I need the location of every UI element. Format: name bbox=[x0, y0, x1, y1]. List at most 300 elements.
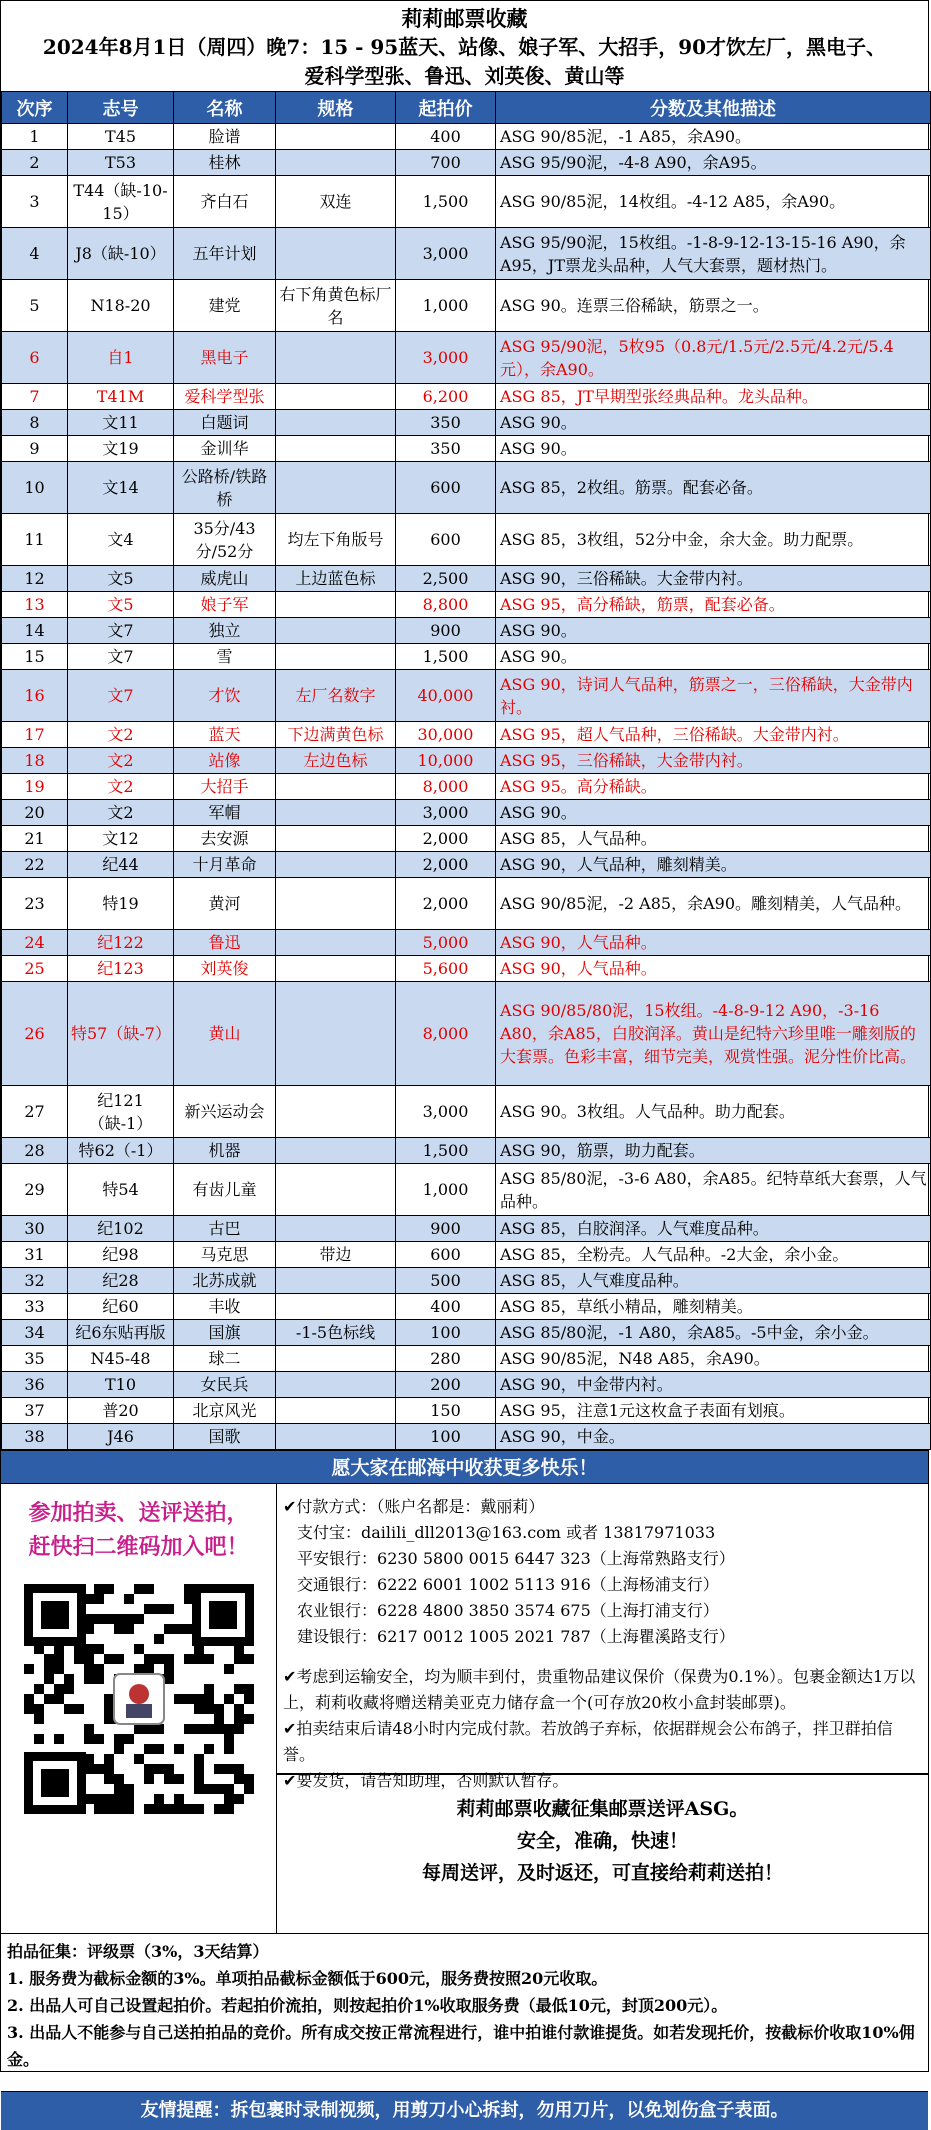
table-row bbox=[2, 1294, 931, 1320]
row-price: 3,000 bbox=[396, 800, 496, 826]
table-row bbox=[2, 1346, 931, 1372]
row-no: 6 bbox=[2, 332, 68, 384]
row-name: 白题词 bbox=[174, 410, 276, 436]
row-spec bbox=[276, 878, 396, 930]
row-name: 鲁迅 bbox=[174, 930, 276, 956]
row-name: 机器 bbox=[174, 1138, 276, 1164]
table-header-row bbox=[2, 92, 931, 124]
row-name: 十月革命 bbox=[174, 852, 276, 878]
row-desc: ASG 85，JT早期型张经典品种。龙头品种。 bbox=[496, 384, 931, 410]
row-name: 北苏成就 bbox=[174, 1268, 276, 1294]
title-block bbox=[1, 1, 928, 91]
table-row bbox=[2, 1216, 931, 1242]
table-row bbox=[2, 1138, 931, 1164]
row-price: 400 bbox=[396, 124, 496, 150]
row-name: 球二 bbox=[174, 1346, 276, 1372]
table-row bbox=[2, 436, 931, 462]
row-desc: ASG 95。高分稀缺。 bbox=[496, 774, 931, 800]
row-desc: ASG 90，三俗稀缺。大金带内衬。 bbox=[496, 566, 931, 592]
row-code: 文2 bbox=[68, 774, 174, 800]
row-price: 1,500 bbox=[396, 176, 496, 228]
row-no: 13 bbox=[2, 592, 68, 618]
row-name: 脸谱 bbox=[174, 124, 276, 150]
table-row bbox=[2, 1086, 931, 1138]
alipay-account: dailili_dll2013@163.com bbox=[361, 1523, 561, 1542]
row-spec bbox=[276, 592, 396, 618]
row-desc: ASG 95，超人气品种，三俗稀缺。大金带内衬。 bbox=[496, 722, 931, 748]
row-no: 22 bbox=[2, 852, 68, 878]
row-code: 普20 bbox=[68, 1398, 174, 1424]
bank-acct: 6228 4800 3850 3574 675 bbox=[377, 1601, 591, 1620]
row-spec bbox=[276, 1372, 396, 1398]
row-no: 29 bbox=[2, 1164, 68, 1216]
row-spec: 带边 bbox=[276, 1242, 396, 1268]
row-name: 古巴 bbox=[174, 1216, 276, 1242]
row-name: 独立 bbox=[174, 618, 276, 644]
table-row bbox=[2, 774, 931, 800]
row-no: 1 bbox=[2, 124, 68, 150]
row-no: 34 bbox=[2, 1320, 68, 1346]
row-spec bbox=[276, 774, 396, 800]
row-spec bbox=[276, 436, 396, 462]
row-spec bbox=[276, 1346, 396, 1372]
table-row bbox=[2, 1424, 931, 1450]
row-name: 新兴运动会 bbox=[174, 1086, 276, 1138]
row-desc: ASG 95，高分稀缺，筋票，配套必备。 bbox=[496, 592, 931, 618]
row-code: 特57（缺-7） bbox=[68, 982, 174, 1086]
col-header-no: 次序 bbox=[2, 92, 68, 124]
row-no: 7 bbox=[2, 384, 68, 410]
row-price: 1,500 bbox=[396, 644, 496, 670]
row-code: N18-20 bbox=[68, 280, 174, 332]
banner-top: 愿大家在邮海中收获更多快乐！ bbox=[1, 1450, 928, 1484]
row-code: 文7 bbox=[68, 618, 174, 644]
row-no: 26 bbox=[2, 982, 68, 1086]
row-desc: ASG 85/80泥，-3-6 A80，余A85。纪特草纸大套票，人气品种。 bbox=[496, 1164, 931, 1216]
row-code: 文2 bbox=[68, 800, 174, 826]
table-row bbox=[2, 566, 931, 592]
rule-item: 2. 出品人可自己设置起拍价。若起拍价流拍，则按起拍价1%收取服务费（最低10元，封顶200元）。 bbox=[7, 1996, 728, 2015]
row-price: 1,000 bbox=[396, 280, 496, 332]
row-code: 文5 bbox=[68, 592, 174, 618]
alipay-alt: 或者 13817971033 bbox=[566, 1523, 716, 1542]
rules-panel bbox=[1, 1934, 928, 2092]
table-row bbox=[2, 644, 931, 670]
row-price: 350 bbox=[396, 410, 496, 436]
row-spec bbox=[276, 1086, 396, 1138]
row-name: 有齿儿童 bbox=[174, 1164, 276, 1216]
row-code: 纪6东贴再版 bbox=[68, 1320, 174, 1346]
row-desc: ASG 85，3枚组，52分中金，余大金。助力配票。 bbox=[496, 514, 931, 566]
table-row bbox=[2, 982, 931, 1086]
row-spec bbox=[276, 1398, 396, 1424]
col-header-price: 起拍价 bbox=[396, 92, 496, 124]
row-spec bbox=[276, 826, 396, 852]
row-name: 站像 bbox=[174, 748, 276, 774]
row-no: 33 bbox=[2, 1294, 68, 1320]
row-price: 500 bbox=[396, 1268, 496, 1294]
table-row bbox=[2, 514, 931, 566]
row-desc: ASG 95/90泥，-4-8 A90，余A95。 bbox=[496, 150, 931, 176]
subtitle-line1: 2024年8月1日（周四）晚7：15 - 95蓝天、站像、娘子军、大招手，90才饮左厂，黑电子、 bbox=[42, 35, 887, 59]
row-name: 齐白石 bbox=[174, 176, 276, 228]
row-code: 纪102 bbox=[68, 1216, 174, 1242]
row-spec bbox=[276, 150, 396, 176]
row-desc: ASG 85/80泥，-1 A80，余A85。-5中金，余小金。 bbox=[496, 1320, 931, 1346]
table-row bbox=[2, 592, 931, 618]
row-desc: ASG 85，白胶润泽。人气难度品种。 bbox=[496, 1216, 931, 1242]
row-code: 文4 bbox=[68, 514, 174, 566]
row-no: 38 bbox=[2, 1424, 68, 1450]
row-name: 去安源 bbox=[174, 826, 276, 852]
row-price: 600 bbox=[396, 462, 496, 514]
row-no: 27 bbox=[2, 1086, 68, 1138]
info-section bbox=[1, 1484, 928, 1934]
bank-name: 建设银行： bbox=[297, 1627, 378, 1646]
row-no: 12 bbox=[2, 566, 68, 592]
row-name: 军帽 bbox=[174, 800, 276, 826]
row-name: 威虎山 bbox=[174, 566, 276, 592]
row-name: 北京风光 bbox=[174, 1398, 276, 1424]
note-text: 拍卖结束后请48小时内完成付款。若放鸽子弃标，依据群规会公布鸽子，拌卫群拍信誉。 bbox=[283, 1719, 893, 1764]
check-icon: ✔ bbox=[283, 1497, 297, 1516]
col-header-spec: 规格 bbox=[276, 92, 396, 124]
row-spec bbox=[276, 1216, 396, 1242]
row-spec bbox=[276, 1164, 396, 1216]
row-code: T41M bbox=[68, 384, 174, 410]
row-code: 纪44 bbox=[68, 852, 174, 878]
row-spec: 均左下角版号 bbox=[276, 514, 396, 566]
row-price: 3,000 bbox=[396, 332, 496, 384]
row-desc: ASG 90，人气品种，雕刻精美。 bbox=[496, 852, 931, 878]
row-price: 8,000 bbox=[396, 982, 496, 1086]
row-price: 5,600 bbox=[396, 956, 496, 982]
table-row bbox=[2, 878, 931, 930]
row-desc: ASG 90/85泥，N48 A85，余A90。 bbox=[496, 1346, 931, 1372]
bank-name: 交通银行： bbox=[297, 1575, 378, 1594]
row-no: 25 bbox=[2, 956, 68, 982]
stamp-table bbox=[1, 91, 931, 1450]
row-no: 24 bbox=[2, 930, 68, 956]
row-spec bbox=[276, 332, 396, 384]
row-name: 娘子军 bbox=[174, 592, 276, 618]
bank-line bbox=[283, 1624, 922, 1650]
row-desc: ASG 85，2枚组。筋票。配套必备。 bbox=[496, 462, 931, 514]
table-row bbox=[2, 1372, 931, 1398]
row-price: 2,000 bbox=[396, 852, 496, 878]
rule-item: 1. 服务费为截标金额的3%。单项拍品截标金额低于600元，服务费按照20元收取。 bbox=[7, 1969, 608, 1988]
col-header-code: 志号 bbox=[68, 92, 174, 124]
row-no: 37 bbox=[2, 1398, 68, 1424]
row-price: 2,500 bbox=[396, 566, 496, 592]
note-item bbox=[283, 1716, 922, 1768]
row-no: 11 bbox=[2, 514, 68, 566]
table-row bbox=[2, 1398, 931, 1424]
row-desc: ASG 90，人气品种。 bbox=[496, 930, 931, 956]
rule-item: 3. 出品人不能参与自己送拍拍品的竞价。所有成交按正常流程进行，谁中拍谁付款谁提货。如若发现托价，按截标价收取10%佣金。 bbox=[7, 2023, 915, 2069]
asg-line3: 每周送评，及时返还，可直接给莉莉送拍！ bbox=[421, 1862, 783, 1884]
row-price: 6,200 bbox=[396, 384, 496, 410]
row-price: 40,000 bbox=[396, 670, 496, 722]
row-desc: ASG 95/90泥，15枚组。-1-8-9-12-13-15-16 A90，余A95，JT票龙头品种，人气大套票，题材热门。 bbox=[496, 228, 931, 280]
row-name: 马克思 bbox=[174, 1242, 276, 1268]
row-spec bbox=[276, 800, 396, 826]
row-name: 黄山 bbox=[174, 982, 276, 1086]
alipay-label: 支付宝： bbox=[297, 1523, 362, 1542]
table-row bbox=[2, 150, 931, 176]
table-row bbox=[2, 1164, 931, 1216]
row-code: 纪28 bbox=[68, 1268, 174, 1294]
row-name: 五年计划 bbox=[174, 228, 276, 280]
row-price: 280 bbox=[396, 1346, 496, 1372]
row-no: 36 bbox=[2, 1372, 68, 1398]
row-no: 19 bbox=[2, 774, 68, 800]
row-price: 350 bbox=[396, 436, 496, 462]
row-spec: 左厂名数字 bbox=[276, 670, 396, 722]
table-row bbox=[2, 228, 931, 280]
row-code: 特54 bbox=[68, 1164, 174, 1216]
row-no: 31 bbox=[2, 1242, 68, 1268]
check-icon: ✔ bbox=[283, 1771, 297, 1790]
row-desc: ASG 85，草纸小精品，雕刻精美。 bbox=[496, 1294, 931, 1320]
row-price: 10,000 bbox=[396, 748, 496, 774]
row-name: 国旗 bbox=[174, 1320, 276, 1346]
row-no: 18 bbox=[2, 748, 68, 774]
row-no: 20 bbox=[2, 800, 68, 826]
bank-branch: （上海打浦支行） bbox=[590, 1601, 719, 1620]
table-row bbox=[2, 956, 931, 982]
table-row bbox=[2, 280, 931, 332]
row-spec bbox=[276, 982, 396, 1086]
row-desc: ASG 90。3枚组。人气品种。助力配套。 bbox=[496, 1086, 931, 1138]
info-right bbox=[277, 1484, 928, 1790]
table-row bbox=[2, 670, 931, 722]
row-no: 3 bbox=[2, 176, 68, 228]
row-desc: ASG 95，注意1元这枚盒子表面有划痕。 bbox=[496, 1398, 931, 1424]
row-name: 雪 bbox=[174, 644, 276, 670]
row-desc: ASG 90。 bbox=[496, 618, 931, 644]
table-row bbox=[2, 176, 931, 228]
row-code: J8（缺-10） bbox=[68, 228, 174, 280]
bank-name: 平安银行： bbox=[297, 1549, 378, 1568]
row-code: T53 bbox=[68, 150, 174, 176]
row-name: 丰收 bbox=[174, 1294, 276, 1320]
row-desc: ASG 90，中金。 bbox=[496, 1424, 931, 1450]
row-price: 400 bbox=[396, 1294, 496, 1320]
row-price: 900 bbox=[396, 618, 496, 644]
row-no: 16 bbox=[2, 670, 68, 722]
row-code: 文2 bbox=[68, 748, 174, 774]
row-price: 150 bbox=[396, 1398, 496, 1424]
table-row bbox=[2, 852, 931, 878]
table-row bbox=[2, 124, 931, 150]
table-row bbox=[2, 410, 931, 436]
row-spec bbox=[276, 1138, 396, 1164]
bank-branch: （上海杨浦支行） bbox=[590, 1575, 719, 1594]
row-no: 21 bbox=[2, 826, 68, 852]
check-icon: ✔ bbox=[283, 1719, 297, 1738]
row-price: 700 bbox=[396, 150, 496, 176]
row-code: 文14 bbox=[68, 462, 174, 514]
promo-line2: 赶快扫二维码加入吧！ bbox=[28, 1534, 249, 1560]
row-name: 国歌 bbox=[174, 1424, 276, 1450]
row-spec bbox=[276, 384, 396, 410]
promo-line1: 参加拍卖、送评送拍， bbox=[28, 1500, 249, 1526]
row-price: 100 bbox=[396, 1424, 496, 1450]
payment-heading: 付款方式：（账户名都是：戴丽莉） bbox=[296, 1497, 545, 1516]
row-code: 文19 bbox=[68, 436, 174, 462]
row-code: 文12 bbox=[68, 826, 174, 852]
row-desc: ASG 90，中金带内衬。 bbox=[496, 1372, 931, 1398]
row-spec bbox=[276, 124, 396, 150]
banner-bottom: 友情提醒：拆包裹时录制视频，用剪刀小心拆封，勿用刀片，以免划伤盒子表面。 bbox=[1, 2092, 928, 2130]
row-name: 公路桥/铁路桥 bbox=[174, 462, 276, 514]
table-body bbox=[2, 124, 931, 1450]
row-desc: ASG 95，三俗稀缺，大金带内衬。 bbox=[496, 748, 931, 774]
row-code: 纪123 bbox=[68, 956, 174, 982]
row-spec: -1-5色标线 bbox=[276, 1320, 396, 1346]
row-name: 爱科学型张 bbox=[174, 384, 276, 410]
row-spec: 双连 bbox=[276, 176, 396, 228]
row-code: 文5 bbox=[68, 566, 174, 592]
bank-acct: 6230 5800 0015 6447 323 bbox=[377, 1549, 591, 1568]
row-code: 文2 bbox=[68, 722, 174, 748]
table-row bbox=[2, 384, 931, 410]
table-row bbox=[2, 722, 931, 748]
row-price: 3,000 bbox=[396, 228, 496, 280]
row-desc: ASG 85，人气难度品种。 bbox=[496, 1268, 931, 1294]
row-spec bbox=[276, 956, 396, 982]
row-spec bbox=[276, 1268, 396, 1294]
row-name: 桂林 bbox=[174, 150, 276, 176]
row-no: 10 bbox=[2, 462, 68, 514]
row-no: 23 bbox=[2, 878, 68, 930]
row-code: 纪121（缺-1） bbox=[68, 1086, 174, 1138]
table-row bbox=[2, 1242, 931, 1268]
rules-heading: 拍品征集：评级票（3%，3天结算） bbox=[7, 1942, 269, 1961]
row-name: 大招手 bbox=[174, 774, 276, 800]
row-no: 14 bbox=[2, 618, 68, 644]
table-row bbox=[2, 800, 931, 826]
table-row bbox=[2, 748, 931, 774]
row-code: 纪98 bbox=[68, 1242, 174, 1268]
row-desc: ASG 90。连票三俗稀缺，筋票之一。 bbox=[496, 280, 931, 332]
row-name: 刘英俊 bbox=[174, 956, 276, 982]
bank-line bbox=[283, 1572, 922, 1598]
table-row bbox=[2, 930, 931, 956]
row-desc: ASG 90。 bbox=[496, 644, 931, 670]
alipay-line bbox=[283, 1520, 922, 1546]
bank-name: 农业银行： bbox=[297, 1601, 378, 1620]
row-no: 35 bbox=[2, 1346, 68, 1372]
col-header-desc: 分数及其他描述 bbox=[496, 92, 931, 124]
row-desc: ASG 90/85泥，-1 A85，余A90。 bbox=[496, 124, 931, 150]
row-price: 200 bbox=[396, 1372, 496, 1398]
table-row bbox=[2, 826, 931, 852]
row-name: 金训华 bbox=[174, 436, 276, 462]
row-spec: 下边满黄色标 bbox=[276, 722, 396, 748]
row-spec bbox=[276, 228, 396, 280]
bank-acct: 6217 0012 1005 2021 787 bbox=[377, 1627, 591, 1646]
row-code: T45 bbox=[68, 124, 174, 150]
check-icon: ✔ bbox=[283, 1667, 297, 1686]
page-title: 莉莉邮票收藏 bbox=[401, 6, 528, 31]
row-desc: ASG 90，人气品种。 bbox=[496, 956, 931, 982]
payment-panel bbox=[277, 1484, 928, 1790]
row-name: 蓝天 bbox=[174, 722, 276, 748]
row-price: 2,000 bbox=[396, 878, 496, 930]
row-no: 9 bbox=[2, 436, 68, 462]
row-code: 文7 bbox=[68, 644, 174, 670]
row-name: 女民兵 bbox=[174, 1372, 276, 1398]
row-name: 建党 bbox=[174, 280, 276, 332]
row-no: 15 bbox=[2, 644, 68, 670]
row-price: 5,000 bbox=[396, 930, 496, 956]
row-price: 1,000 bbox=[396, 1164, 496, 1216]
row-spec bbox=[276, 462, 396, 514]
row-code: 文11 bbox=[68, 410, 174, 436]
row-desc: ASG 90/85泥，14枚组。-4-12 A85，余A90。 bbox=[496, 176, 931, 228]
asg-panel bbox=[277, 1774, 928, 1934]
row-code: T10 bbox=[68, 1372, 174, 1398]
row-no: 2 bbox=[2, 150, 68, 176]
row-price: 8,000 bbox=[396, 774, 496, 800]
note-item bbox=[283, 1664, 922, 1716]
row-code: 特62（-1） bbox=[68, 1138, 174, 1164]
bank-branch: （上海瞿溪路支行） bbox=[590, 1627, 735, 1646]
row-code: 特19 bbox=[68, 878, 174, 930]
row-desc: ASG 90。 bbox=[496, 436, 931, 462]
table-row bbox=[2, 462, 931, 514]
row-spec bbox=[276, 1424, 396, 1450]
row-name: 黑电子 bbox=[174, 332, 276, 384]
row-price: 900 bbox=[396, 1216, 496, 1242]
row-no: 5 bbox=[2, 280, 68, 332]
row-desc: ASG 90，诗词人气品种，筋票之一，三俗稀缺，大金带内衬。 bbox=[496, 670, 931, 722]
table-row bbox=[2, 618, 931, 644]
row-code: N45-48 bbox=[68, 1346, 174, 1372]
row-code: 自1 bbox=[68, 332, 174, 384]
table-row bbox=[2, 1268, 931, 1294]
promo-panel bbox=[1, 1484, 277, 1934]
row-spec bbox=[276, 930, 396, 956]
row-no: 28 bbox=[2, 1138, 68, 1164]
row-no: 17 bbox=[2, 722, 68, 748]
bank-line bbox=[283, 1546, 922, 1572]
table-row bbox=[2, 1320, 931, 1346]
row-desc: ASG 90/85泥，-2 A85，余A90。雕刻精美，人气品种。 bbox=[496, 878, 931, 930]
row-spec bbox=[276, 644, 396, 670]
row-code: 文7 bbox=[68, 670, 174, 722]
note-text: 考虑到运输安全，均为顺丰到付，贵重物品建议保价（保费为0.1%）。包裹金额达1万以上，莉莉收藏将赠送精美亚克力储存盒一个(可存放20枚小盒封装邮票)。 bbox=[283, 1667, 916, 1712]
row-desc: ASG 95/90泥，5枚95（0.8元/1.5元/2.5元/4.2元/5.4元），余A90。 bbox=[496, 332, 931, 384]
row-no: 8 bbox=[2, 410, 68, 436]
row-code: 纪122 bbox=[68, 930, 174, 956]
bank-acct: 6222 6001 1002 5113 916 bbox=[377, 1575, 591, 1594]
row-spec bbox=[276, 618, 396, 644]
row-no: 30 bbox=[2, 1216, 68, 1242]
row-desc: ASG 90。 bbox=[496, 800, 931, 826]
row-name: 才饮 bbox=[174, 670, 276, 722]
subtitle-line2: 爱科学型张、鲁迅、刘英俊、黄山等 bbox=[304, 64, 625, 88]
row-name: 黄河 bbox=[174, 878, 276, 930]
row-spec: 左边色标 bbox=[276, 748, 396, 774]
asg-line1: 莉莉邮票收藏征集邮票送评ASG。 bbox=[456, 1798, 749, 1820]
row-spec bbox=[276, 852, 396, 878]
col-header-name: 名称 bbox=[174, 92, 276, 124]
row-desc: ASG 90。 bbox=[496, 410, 931, 436]
row-price: 600 bbox=[396, 1242, 496, 1268]
